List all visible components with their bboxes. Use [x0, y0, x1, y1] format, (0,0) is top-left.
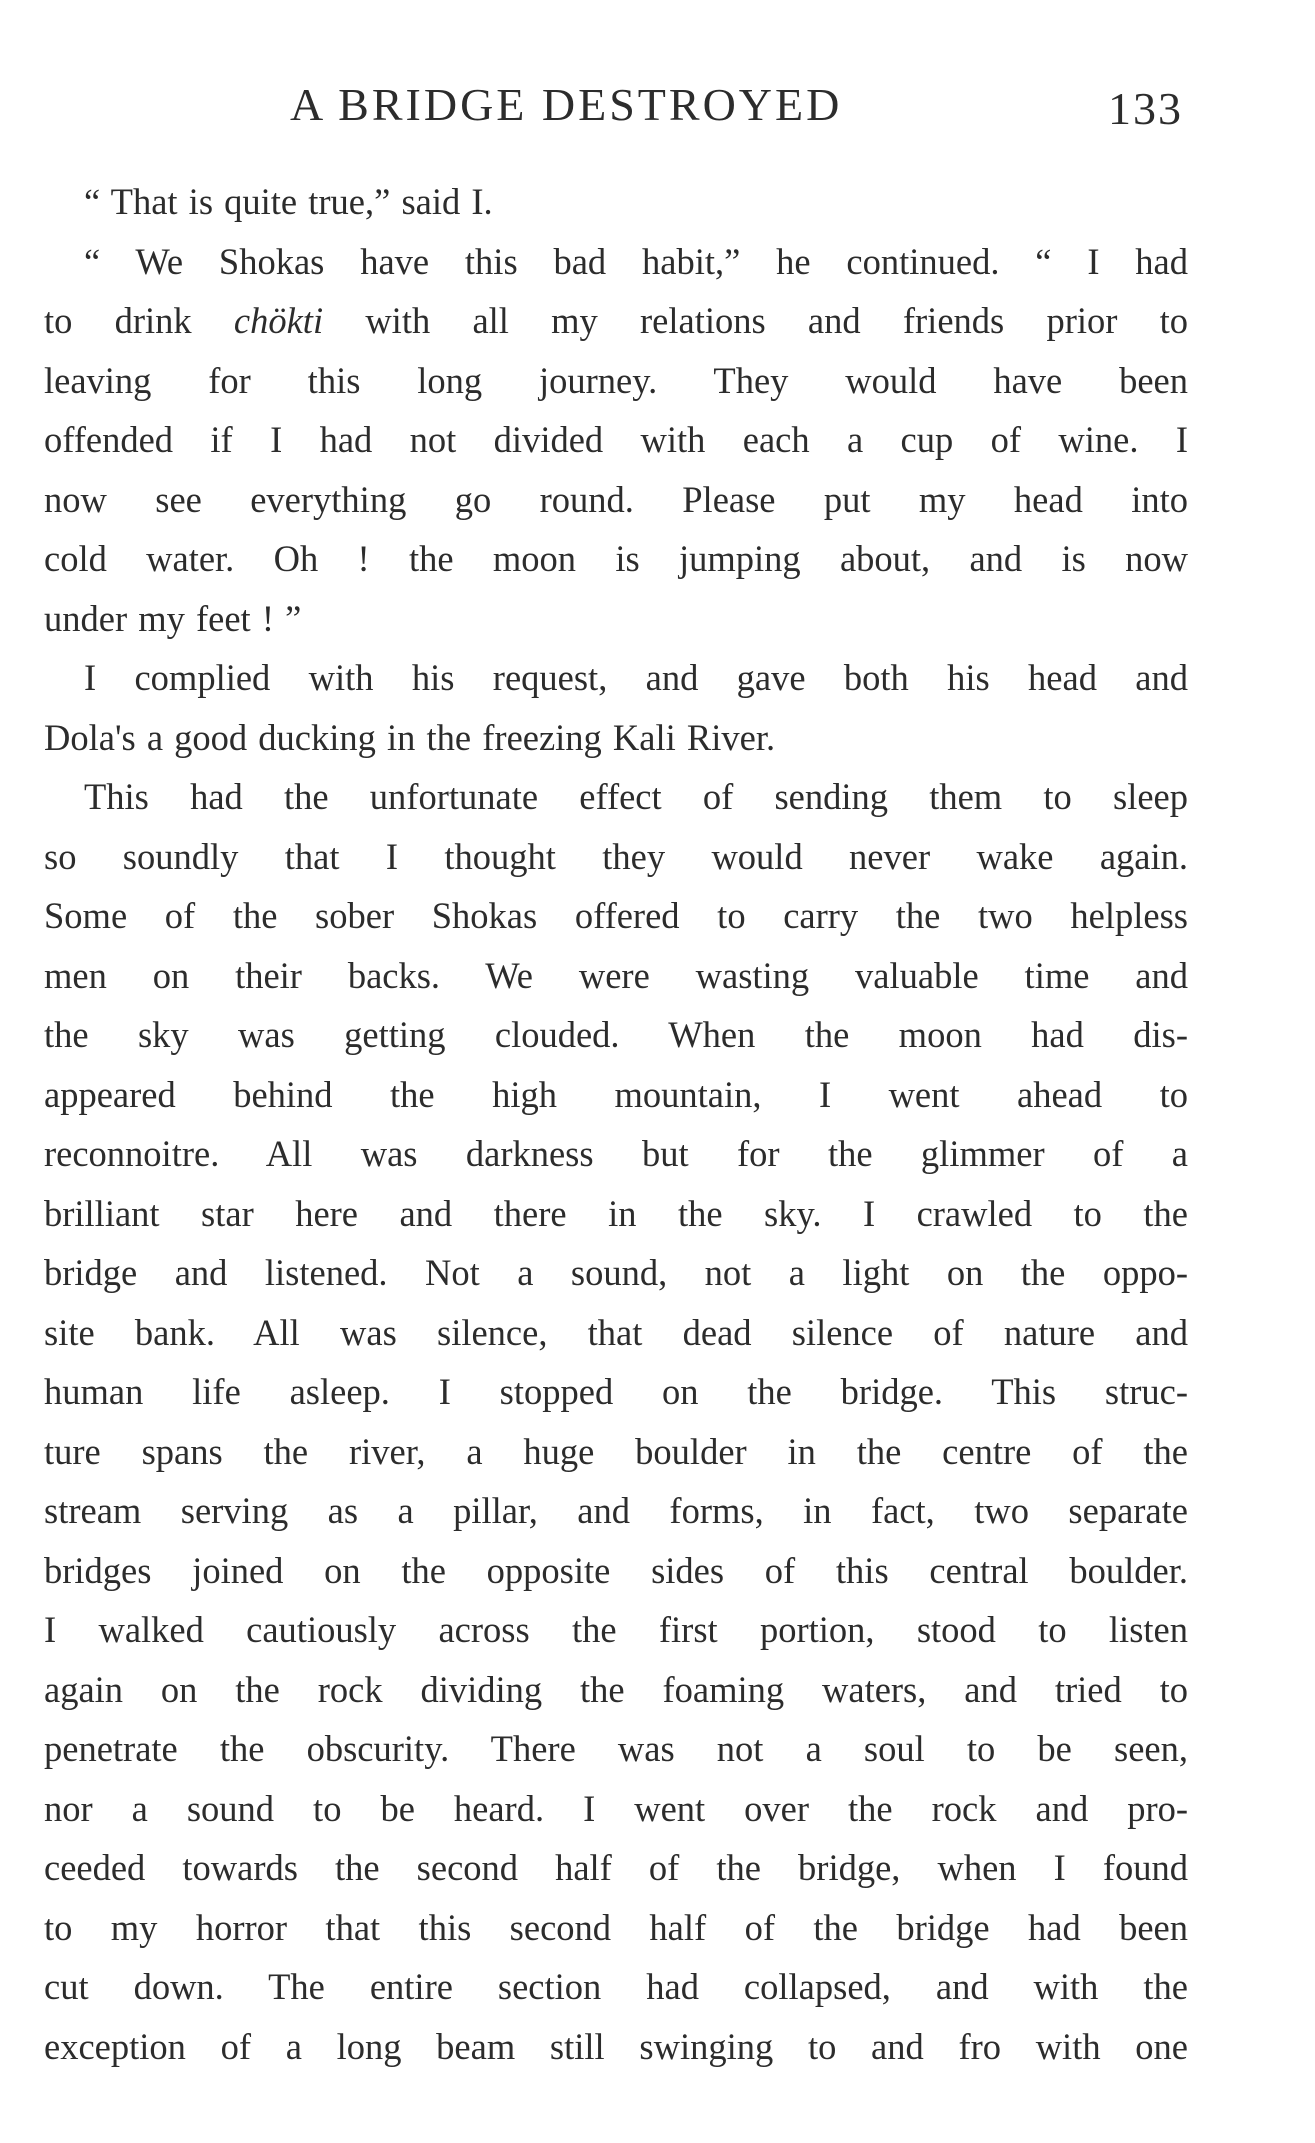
- text-line: appeared behind the high mountain, I went ahead to: [44, 1073, 1188, 1115]
- text-line: brilliant star here and there in the sky. I crawled to the: [44, 1192, 1188, 1234]
- text-line: so soundly that I thought they would never wake again.: [44, 835, 1188, 877]
- text-line: Some of the sober Shokas offered to carry the two helpless: [44, 895, 1188, 936]
- text-line: [44, 291, 1188, 351]
- text-line: site bank. All was silence, that dead silence of nature and: [44, 1311, 1188, 1353]
- text-line: cold water. Oh ! the moon is jumping about, and is now: [44, 538, 1188, 579]
- text-line: cut down. The entire section had collapsed, and with the: [44, 1966, 1188, 2007]
- text-line: exception of a long beam still swinging to and fro with one: [44, 2025, 1188, 2067]
- text-line: again on the rock dividing the foaming waters, and tried to: [44, 1668, 1188, 1710]
- text-line-part: to drink: [44, 300, 192, 341]
- text-line: men on their backs. We were wasting valuable time and: [44, 954, 1188, 996]
- text-line: penetrate the obscurity. There was not a soul to be seen,: [44, 1728, 1188, 1769]
- text-line: now see everything go round. Please put my head into: [44, 478, 1188, 520]
- text-line: “ We Shokas have this bad habit,” he continued. “ I had: [84, 240, 1188, 282]
- text-line: under my feet ! ”: [44, 597, 302, 639]
- text-line: human life asleep. I stopped on the bridge. This struc-: [44, 1371, 1188, 1412]
- body-text: [44, 172, 1188, 2076]
- text-line: I complied with his request, and gave both his head and: [84, 657, 1188, 698]
- italic-word: chökti: [233, 300, 324, 341]
- text-line-part: with all my relations and friends prior to: [365, 300, 1189, 341]
- text-line: I walked cautiously across the first portion, stood to listen: [44, 1609, 1188, 1650]
- text-line: the sky was getting clouded. When the moon had dis-: [44, 1014, 1188, 1055]
- text-line: leaving for this long journey. They would have been: [44, 359, 1188, 401]
- text-line: to my horror that this second half of the bridge had been: [44, 1906, 1188, 1948]
- text-line: bridge and listened. Not a sound, not a light on the oppo-: [44, 1252, 1188, 1293]
- text-line: stream serving as a pillar, and forms, in fact, two separate: [44, 1490, 1188, 1531]
- text-line: Dola's a good ducking in the freezing Kali River.: [44, 716, 776, 758]
- text-line: offended if I had not divided with each a cup of wine. I: [44, 419, 1188, 460]
- text-line: This had the unfortunate effect of sending them to sleep: [84, 776, 1188, 817]
- text-line: nor a sound to be heard. I went over the rock and pro-: [44, 1787, 1188, 1829]
- text-line: ture spans the river, a huge boulder in the centre of the: [44, 1430, 1188, 1472]
- page-number: 133: [1108, 83, 1183, 134]
- running-title: A BRIDGE DESTROYED: [290, 79, 843, 130]
- text-line: “ That is quite true,” said I.: [84, 181, 493, 222]
- text-line: reconnoitre. All was darkness but for the glimmer of a: [44, 1133, 1188, 1174]
- page-header: [0, 78, 1315, 138]
- text-line: ceeded towards the second half of the bridge, when I found: [44, 1847, 1188, 1888]
- text-line: bridges joined on the opposite sides of this central boulder.: [44, 1549, 1188, 1591]
